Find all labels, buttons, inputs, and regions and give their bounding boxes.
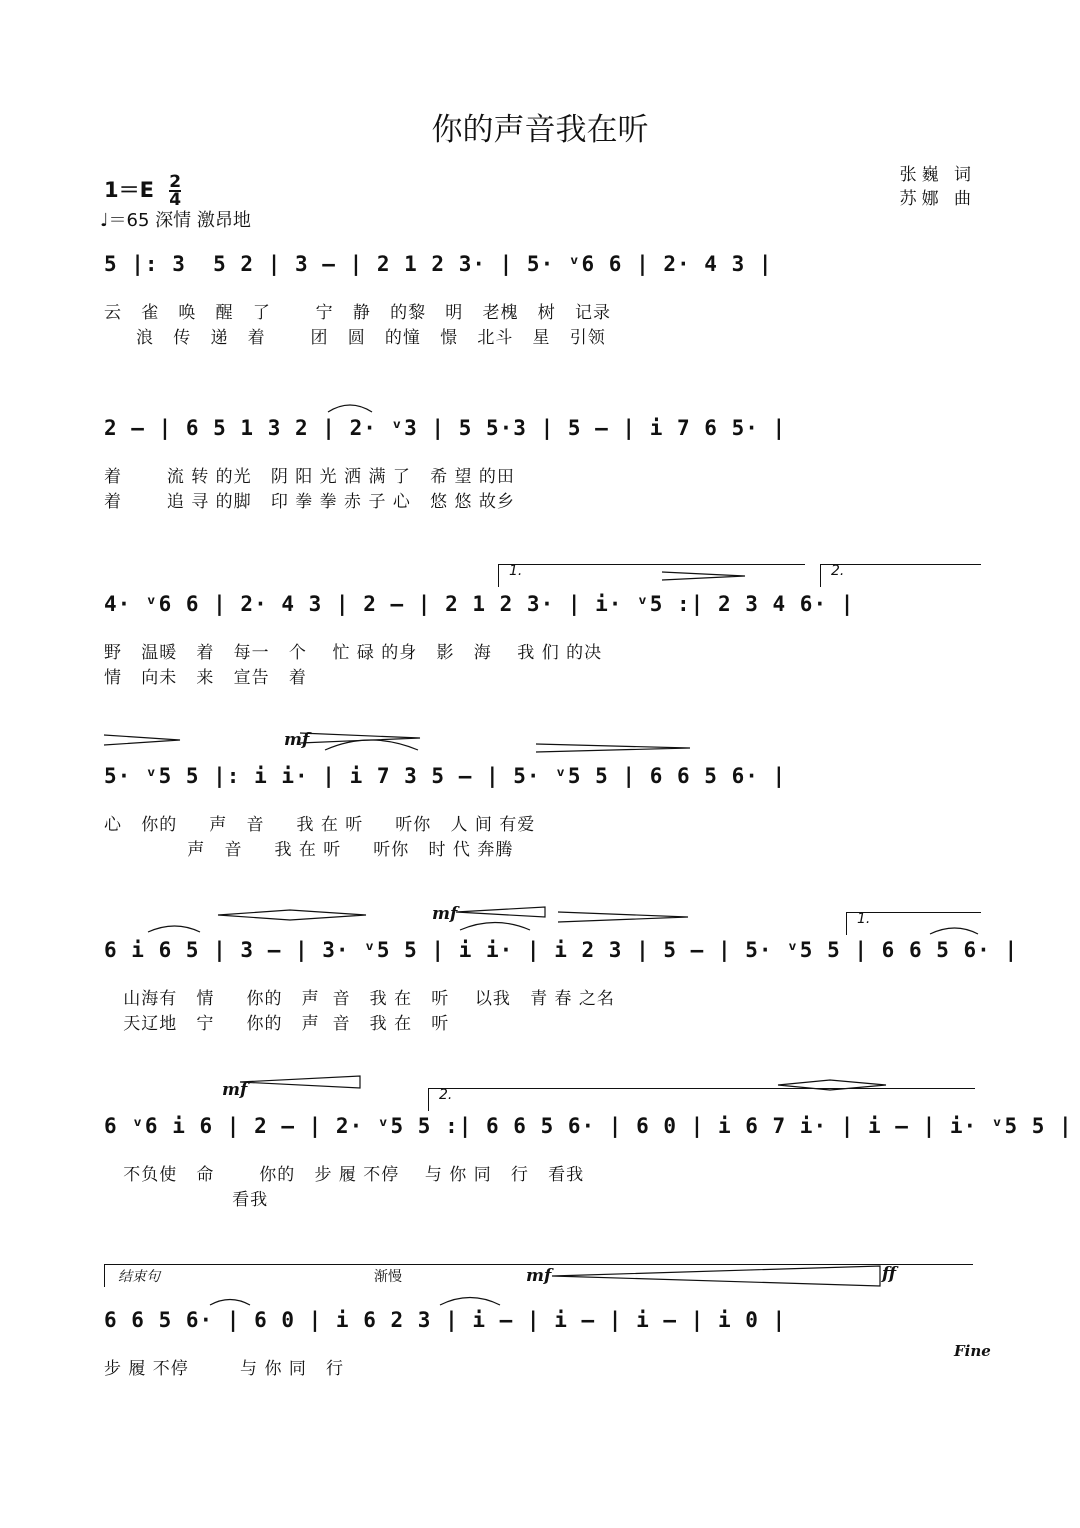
volta-1-bracket [846, 912, 981, 935]
lyrics-verse-2: 情 向未 来 宣告 着 [104, 668, 307, 688]
fine-marking: Fine [954, 1342, 991, 1360]
composer-credit: 苏娜 曲 [899, 189, 976, 209]
score-system-4 [0, 730, 1080, 934]
notation-line: 6 i 6 5 | 3 – | 3· ᵛ5 5 | i i· | i 2 3 | 5 – | 5· ᵛ5 5 | 6 6 5 6· | [104, 938, 1019, 962]
dynamic-marking: mf [222, 1080, 248, 1100]
tempo-marking: ♩＝65 深情 激昂地 [100, 210, 251, 231]
notation-line: 5· ᵛ5 5 |: i i· | i 7 3 5 – | 5· ᵛ5 5 | 6 6 5 6· | [104, 764, 787, 788]
score-system-3 [0, 563, 1080, 762]
lyricist-credit: 张巍 词 [899, 165, 976, 185]
lyrics-verse-2: 天辽地 宁 你的 声 音 我 在 听 [104, 1014, 450, 1034]
lyrics-verse-1: 不负使 命 你的 步 履 不停 与 你 同 行 看我 [104, 1165, 585, 1185]
volta-1-bracket [498, 564, 805, 587]
volta-2-bracket [820, 564, 981, 587]
lyrics-verse-1: 着 流 转 的光 阴 阳 光 洒 满 了 希 望 的田 [104, 467, 515, 487]
slur [440, 1298, 500, 1306]
time-signature-numerator: 2 [169, 172, 182, 192]
score-system-2 [0, 416, 1080, 586]
song-title: 你的声音我在听 [431, 112, 649, 148]
key-label: 1＝E [104, 178, 154, 202]
lyrics-verse-1: 野 温暖 着 每一 个 忙 碌 的身 影 海 我 们 的决 [104, 643, 603, 663]
section-label: 结束句 [118, 1269, 160, 1285]
score-system-6 [0, 1080, 1080, 1284]
volta-2-bracket [428, 1088, 975, 1111]
ritardando-label: 渐慢 [374, 1269, 402, 1285]
lyrics-verse-2: 看我 [104, 1190, 269, 1210]
key-signature [104, 174, 181, 208]
score-system-7 [0, 1264, 1080, 1478]
notation-line: 6 ᵛ6 i 6 | 2 – | 2· ᵛ5 5 :| 6 6 5 6· | 6 0 | i 6 7 i· | i – | i· ᵛ5 5 | [104, 1114, 1073, 1138]
notation-line: 5 |: 3 5 2 | 3 – | 2 1 2 3· | 5· ᵛ6 6 | 2· 4 3 | [104, 252, 773, 276]
lyrics-verse-1: 心 你的 声 音 我 在 听 听你 人 间 有爱 [104, 815, 536, 835]
slur [210, 1300, 250, 1306]
lyrics-verse-1: 云 雀 唤 醒 了 宁 静 的黎 明 老槐 树 记录 [104, 303, 611, 323]
volta-1-label: 1. [857, 911, 871, 927]
notation-line: 4· ᵛ6 6 | 2· 4 3 | 2 – | 2 1 2 3· | i· ᵛ5 :| 2 3 4 6· | [104, 592, 855, 616]
lyrics-verse-1: 步 履 不停 与 你 同 行 [104, 1359, 345, 1379]
dynamic-marking: mf [432, 904, 458, 924]
volta-2-label: 2. [439, 1087, 453, 1103]
volta-2-label: 2. [831, 563, 845, 579]
lyrics-verse-2: 着 追 寻 的脚 印 拳 拳 赤 子 心 悠 悠 故乡 [104, 492, 515, 512]
score-system-5 [0, 904, 1080, 1108]
lyrics-verse-2: 声 音 我 在 听 听你 时 代 奔腾 [104, 840, 514, 860]
lyrics-verse-1: 山海有 情 你的 声 音 我 在 听 以我 青 春 之名 [104, 989, 615, 1009]
time-signature [169, 174, 181, 208]
dynamic-end: ff [882, 1264, 897, 1284]
volta-1-label: 1. [509, 563, 523, 579]
dynamic-marking: mf [284, 730, 310, 750]
notation-line: 2 – | 6 5 1 3 2 | 2· ᵛ3 | 5 5·3 | 5 – | i 7 6 5· | [104, 416, 787, 440]
time-signature-denominator: 4 [169, 190, 182, 210]
score-system-1 [0, 252, 1080, 422]
lyrics-verse-2: 浪 传 递 着 团 圆 的憧 憬 北斗 星 引领 [104, 328, 606, 348]
notation-line: 6 6 5 6· | 6 0 | i 6 2 3 | i – | i – | i – | i 0 | [104, 1308, 787, 1332]
dynamic-start: mf [526, 1266, 552, 1286]
